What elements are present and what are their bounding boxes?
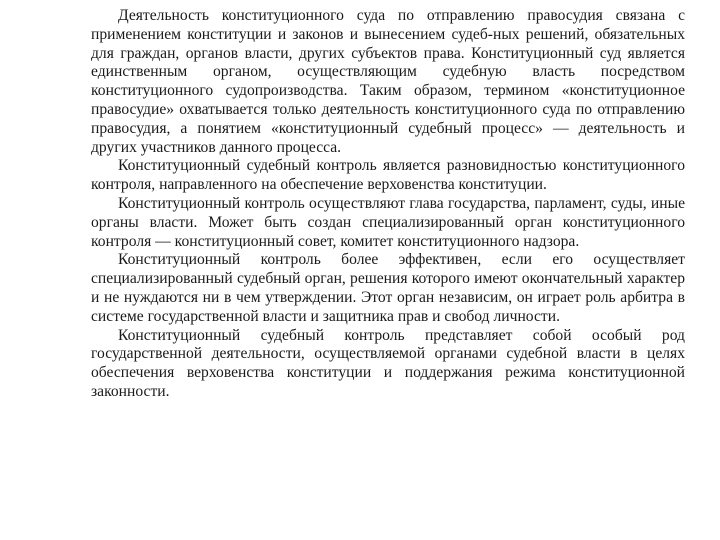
paragraph-3: Конституционный контроль осуществляют глава государства, парламент, суды, иные органы власти. Может быть создан специализированный орган конституционного контроля — конституционный совет, комитет конституционного надзора.: [91, 194, 685, 250]
paragraph-2: Конституционный судебный контроль является разновидностью конституционного контроля, направленного на обеспечение верховенства конституции.: [91, 157, 685, 194]
document-page: [91, 7, 685, 402]
paragraph-4: Конституционный контроль более эффективен, если его осуществляет специализированный судебный орган, решения которого имеют окончательный характер и не нуждаются ни в чем утверждении. Этот орган независим, он играет роль арбитра в системе государственной власти и защитника прав и свобод личности.: [91, 251, 685, 325]
paragraph-5: Конституционный судебный контроль представляет собой особый род государственной деятельности, осуществляемой органами судебной власти в целях обеспечения верховенства конституции и поддержания режима конституционной законности.: [91, 326, 685, 400]
paragraph-1: Деятельность конституционного суда по отправлению правосудия связана с применением конституции и законов и вынесением судеб-ных решений, обязательных для граждан, органов власти, других субъектов права. Конституционный суд является единственным органом, осуществляющим судебную власть посредством конституционного судопроизводства. Таким образом, термином «конституционное правосудие» охватывается только деятельность конституционного суда по отправлению правосудия, а понятием «конституционный судебный процесс» — деятельность и других участников данного процесса.: [91, 7, 685, 156]
